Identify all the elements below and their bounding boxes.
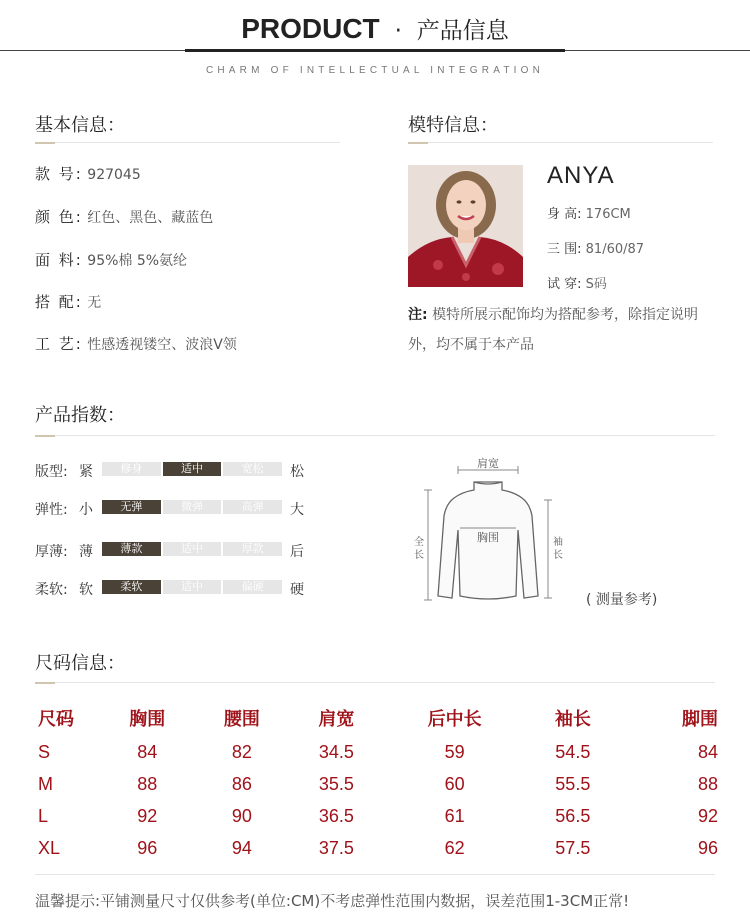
table-cell: 55.5 <box>555 773 591 794</box>
table-row <box>30 768 720 800</box>
index-bar <box>102 542 282 556</box>
table-cell: 84 <box>137 741 158 762</box>
table-cell: 88 <box>137 773 158 794</box>
info-label: 款 号: <box>35 165 83 183</box>
table-cell: 54.5 <box>555 741 591 762</box>
model-info-title: 模特信息： <box>408 115 498 136</box>
model-value: S码 <box>585 277 607 292</box>
header-divider-accent <box>185 49 565 52</box>
index-left: 薄 <box>79 544 93 560</box>
table-cell: 62 <box>444 837 465 858</box>
index-segment: 厚款 <box>223 542 282 556</box>
info-row-craft <box>35 333 237 354</box>
size-table-header <box>30 700 720 736</box>
index-segment: 高弹 <box>223 500 282 514</box>
table-cell: 94 <box>231 837 252 858</box>
index-bar <box>102 580 282 594</box>
info-label: 搭 配: <box>35 293 83 311</box>
index-segment: 微弹 <box>163 500 222 514</box>
note-label: 注: <box>408 307 428 323</box>
shoulder-label: 肩宽 <box>477 457 499 470</box>
info-row-style-no <box>35 163 141 184</box>
col-sleeve: 袖长 <box>554 709 591 730</box>
model-value: 176CM <box>585 207 631 222</box>
table-cell: 82 <box>231 741 252 762</box>
table-cell: 92 <box>137 805 158 826</box>
model-note <box>408 300 718 360</box>
table-cell: 59 <box>444 741 465 762</box>
size-tip: 温馨提示:平铺测量尺寸仅供参考(单位:CM)不考虑弹性范围内数据，误差范围1-3CM正常! <box>35 892 630 910</box>
title-en: PRODUCT <box>241 13 380 44</box>
table-cell: 88 <box>697 773 718 794</box>
index-segment-active: 适中 <box>163 462 222 476</box>
info-value: 红色、黑色、藏蓝色 <box>87 210 214 226</box>
basic-info-rule <box>35 142 340 143</box>
page-subtitle: CHARM OF INTELLECTUAL INTEGRATION <box>205 65 545 76</box>
info-row-match <box>35 291 101 312</box>
col-waist: 腰围 <box>223 709 260 730</box>
size-info-rule <box>35 682 715 683</box>
page-title <box>0 12 750 45</box>
index-right: 后 <box>290 544 304 560</box>
table-cell: 37.5 <box>318 837 354 858</box>
table-cell: M <box>38 773 53 794</box>
model-name: ANYA <box>547 162 615 189</box>
table-cell: 61 <box>444 805 465 826</box>
col-size: 尺码 <box>38 709 74 730</box>
garment-measure-diagram <box>408 456 568 611</box>
index-right: 大 <box>290 502 304 518</box>
index-left: 小 <box>79 502 93 518</box>
info-row-color <box>35 206 213 227</box>
table-cell: S <box>38 741 51 762</box>
index-segment-active: 柔软 <box>102 580 161 594</box>
info-value: 性感透视镂空、波浪V领 <box>87 337 237 353</box>
tip-divider <box>35 874 715 875</box>
info-value: 927045 <box>87 167 141 183</box>
index-segment: 修身 <box>102 462 161 476</box>
model-label: 试 穿: <box>547 277 582 292</box>
table-cell: 57.5 <box>555 837 591 858</box>
table-row <box>30 736 720 768</box>
table-cell: L <box>38 805 49 826</box>
table-cell: 92 <box>697 805 718 826</box>
index-left: 软 <box>79 582 93 598</box>
table-cell: 56.5 <box>555 805 591 826</box>
table-row <box>30 800 720 832</box>
col-back-length: 后中长 <box>427 709 482 730</box>
index-right: 松 <box>290 464 304 480</box>
product-index-title: 产品指数： <box>35 405 125 426</box>
model-info-rule <box>408 142 713 143</box>
note-text: 模特所展示配饰均为搭配参考，除指定说明外，均不属于本产品 <box>408 307 699 353</box>
model-label: 身 高: <box>547 207 582 222</box>
sleeve-label: 袖长 <box>553 537 563 561</box>
measure-reference: ( 测量参考) <box>586 592 658 608</box>
table-cell: 96 <box>137 837 158 858</box>
col-hem: 脚围 <box>682 709 718 730</box>
table-row <box>30 832 720 864</box>
table-cell: 34.5 <box>318 741 354 762</box>
model-row-measurements <box>547 238 644 257</box>
table-cell: 84 <box>697 741 718 762</box>
basic-info-title: 基本信息： <box>35 115 125 136</box>
info-label: 面 料: <box>35 251 83 269</box>
index-segment: 宽松 <box>223 462 282 476</box>
index-segment: 适中 <box>163 580 222 594</box>
info-value: 95%棉 5%氨纶 <box>87 253 188 269</box>
index-bar <box>102 500 282 514</box>
index-label: 厚薄: <box>35 544 68 560</box>
index-segment: 适中 <box>163 542 222 556</box>
table-cell: 86 <box>231 773 252 794</box>
model-row-height <box>547 203 631 222</box>
index-label: 柔软: <box>35 582 68 598</box>
info-value: 无 <box>87 295 102 311</box>
bust-label: 胸围 <box>477 531 499 544</box>
index-right: 硬 <box>290 582 304 598</box>
model-photo <box>408 165 523 287</box>
index-label: 版型: <box>35 464 68 480</box>
table-cell: 36.5 <box>318 805 354 826</box>
size-info-title: 尺码信息： <box>35 653 125 674</box>
title-cn: 产品信息 <box>416 18 509 44</box>
index-segment-active: 薄款 <box>102 542 161 556</box>
index-left: 紧 <box>79 464 93 480</box>
info-label: 工 艺: <box>35 335 83 353</box>
length-label: 全长 <box>414 537 424 561</box>
index-segment: 偏硬 <box>223 580 282 594</box>
table-cell: XL <box>38 837 61 858</box>
model-value: 81/60/87 <box>585 242 645 257</box>
size-table <box>30 700 720 864</box>
index-label: 弹性: <box>35 502 68 518</box>
title-dot: · <box>394 18 402 44</box>
col-shoulder: 肩宽 <box>318 709 355 730</box>
col-bust: 胸围 <box>129 709 166 730</box>
table-cell: 96 <box>697 837 718 858</box>
table-cell: 90 <box>231 805 252 826</box>
table-cell: 35.5 <box>318 773 354 794</box>
index-bar <box>102 462 282 476</box>
index-segment-active: 无弹 <box>102 500 161 514</box>
info-label: 颜 色: <box>35 208 83 226</box>
model-row-size <box>547 273 607 292</box>
table-cell: 60 <box>444 773 465 794</box>
product-index-rule <box>35 435 715 436</box>
model-label: 三 围: <box>547 242 582 257</box>
info-row-fabric <box>35 249 187 270</box>
